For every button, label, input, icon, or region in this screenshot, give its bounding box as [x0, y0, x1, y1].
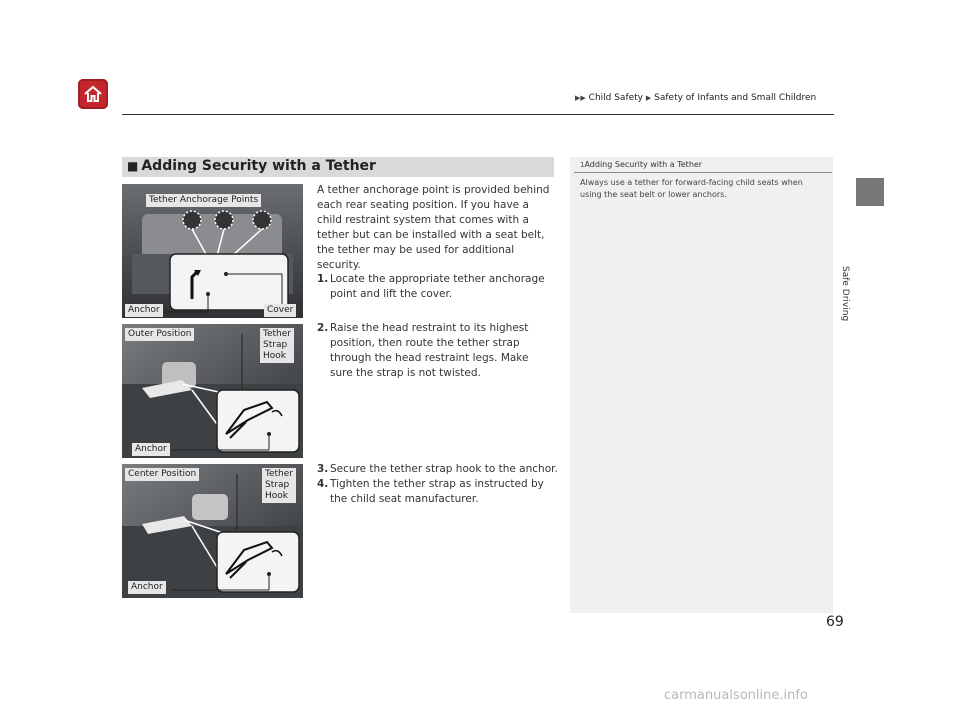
figure-tether-anchorage-points — [122, 184, 303, 318]
header-divider — [122, 114, 834, 115]
step-3: 3. Secure the tether strap hook to the anchor. — [317, 463, 558, 475]
side-note-text: Always use a tether for forward-facing child seats when using the seat belt or lower anchors. — [580, 178, 803, 199]
figure-label-anchor: Anchor — [128, 581, 166, 594]
figure-label-cover: Cover — [264, 304, 296, 317]
step-4: 4. Tighten the tether strap as instructed by the child seat manufacturer. — [317, 478, 544, 505]
figure-label-anchor: Anchor — [132, 443, 170, 456]
page-number: 69 — [826, 614, 844, 630]
breadcrumb-item-infants[interactable]: Safety of Infants and Small Children — [654, 93, 817, 103]
figure-label-title: Tether Anchorage Points — [146, 194, 261, 207]
figure-label-title: Outer Position — [125, 328, 194, 341]
figure-outer-position — [122, 324, 303, 458]
figure-label-title: Center Position — [125, 468, 199, 481]
section-title: ■ Adding Security with a Tether — [127, 158, 376, 174]
note-reference-icon: 1 — [580, 161, 585, 169]
step-2: 2. Raise the head restraint to its highest position, then route the tether strap through the head restraint legs. Make sure the strap is not twisted. — [317, 322, 529, 379]
side-note-title: 1Adding Security with a Tether — [580, 160, 703, 169]
figure-label-anchor: Anchor — [125, 304, 163, 317]
home-icon — [83, 84, 103, 104]
chapter-tab[interactable] — [856, 178, 884, 206]
breadcrumb-arrow-icon: ▶▶ — [575, 94, 586, 102]
figure-center-position — [122, 464, 303, 598]
home-button[interactable] — [78, 79, 108, 109]
side-note — [570, 157, 833, 613]
figure-label-hook: Tether Strap Hook — [262, 468, 296, 503]
breadcrumb-item-child-safety[interactable]: Child Safety — [588, 93, 644, 103]
intro-paragraph: A tether anchorage point is provided behind each rear seating position. If you have a child restraint system that comes with a tether but can be installed with a seat belt, the tether may be used for additional security. — [317, 184, 550, 271]
chapter-tab-label: Safe Driving — [840, 266, 850, 322]
side-note-divider — [574, 172, 832, 173]
step-1: 1. Locate the appropriate tether anchorage point and lift the cover. — [317, 273, 545, 300]
watermark: carmanualsonline.info — [664, 688, 808, 703]
breadcrumb-arrow-icon: ▶ — [645, 94, 652, 102]
section-marker-icon: ■ — [127, 159, 139, 173]
figure-label-hook: Tether Strap Hook — [260, 328, 294, 363]
breadcrumb — [575, 93, 816, 103]
